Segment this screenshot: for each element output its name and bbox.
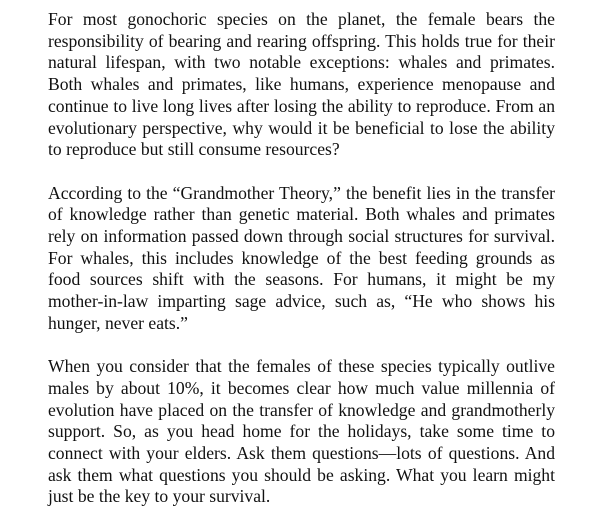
paragraph-intro: For most gonochoric species on the planet, the female bears the responsibility of bearing and rearing offspring. This holds true for their natural lifespan, with two notable exceptions: whales and primates. Both whales and primates, like humans, experience menopause and continue to live long lives after losing the ability to reproduce. From an evolutionary perspective, why would it be beneficial to lose the ability to reproduce but still consume resources? [48, 9, 555, 160]
document-body [48, 9, 555, 530]
paragraph-grandmother-theory: According to the “Grandmother Theory,” the benefit lies in the transfer of knowledge rather than genetic material. Both whales and primates rely on information passed down through social structures for survival. For whales, this includes knowledge of the best feeding grounds as food sources shift with the seasons. For humans, it might be my mother-in-law imparting sage advice, such as, “He who shows his hunger, never eats.” [48, 182, 555, 333]
paragraph-conclusion: When you consider that the females of these species typically outlive males by about 10%, it becomes clear how much value millennia of evolution have placed on the transfer of knowledge and grandmotherly support. So, as you head home for the holidays, take some time to connect with your elders. Ask them questions—lots of questions. And ask them what questions you should be asking. What you learn might just be the key to your survival. [48, 356, 555, 507]
